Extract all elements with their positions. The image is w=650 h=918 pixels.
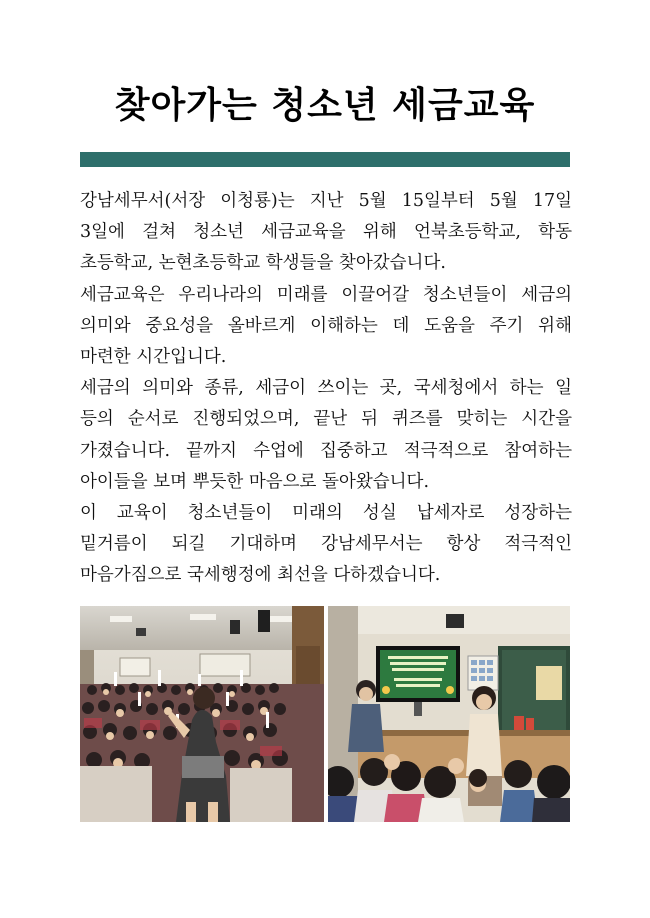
paragraph-3-line-1: 세금의 의미와 종류, 세금이 쓰이는 곳, 국세청에서 하는 일 <box>80 378 572 399</box>
paragraph-3-line-2: 등의 순서로 진행되었으며, 끝난 뒤 퀴즈를 맞히는 시간을 <box>80 409 572 430</box>
paragraph-1-line-1: 강남세무서(서장 이청룡)는 지난 5월 15일부터 5월 17일 <box>80 191 572 211</box>
paragraph-1-line-2: 3일에 걸쳐 청소년 세금교육을 위해 언북초등학교, 학동 <box>80 222 572 243</box>
paragraph-4-line-1: 이 교육이 청소년들이 미래의 성실 납세자로 성장하는 <box>80 503 572 524</box>
paragraph-3-line-3: 가졌습니다. 끝까지 수업에 집중하고 적극적으로 참여하는 <box>80 440 572 461</box>
paragraph-1-line-3: 초등학교, 논현초등학교 학생들을 찾아갔습니다. <box>80 253 446 274</box>
paragraph-2-line-1: 세금교육은 우리나라의 미래를 이끌어갈 청소년들이 세금의 <box>80 284 572 305</box>
paragraph-2-line-2: 의미와 중요성을 올바르게 이해하는 데 도움을 주기 위해 <box>80 315 572 336</box>
title-underline-bar <box>80 152 570 167</box>
paragraph-2-line-3: 마련한 시간입니다. <box>80 347 227 368</box>
article-body <box>80 186 572 592</box>
auditorium-photo <box>80 606 324 822</box>
paragraph-4-line-3: 마음가짐으로 국세행정에 최선을 다하겠습니다. <box>80 565 441 586</box>
page-title: 찾아가는 청소년 세금교육 <box>114 85 536 126</box>
classroom-photo <box>328 606 570 822</box>
paragraph-3-line-4: 아이들을 보며 뿌듯한 마음으로 돌아왔습니다. <box>80 471 430 492</box>
paragraph-4-line-2: 밑거름이 되길 기대하며 강남세무서는 항상 적극적인 <box>80 534 572 555</box>
